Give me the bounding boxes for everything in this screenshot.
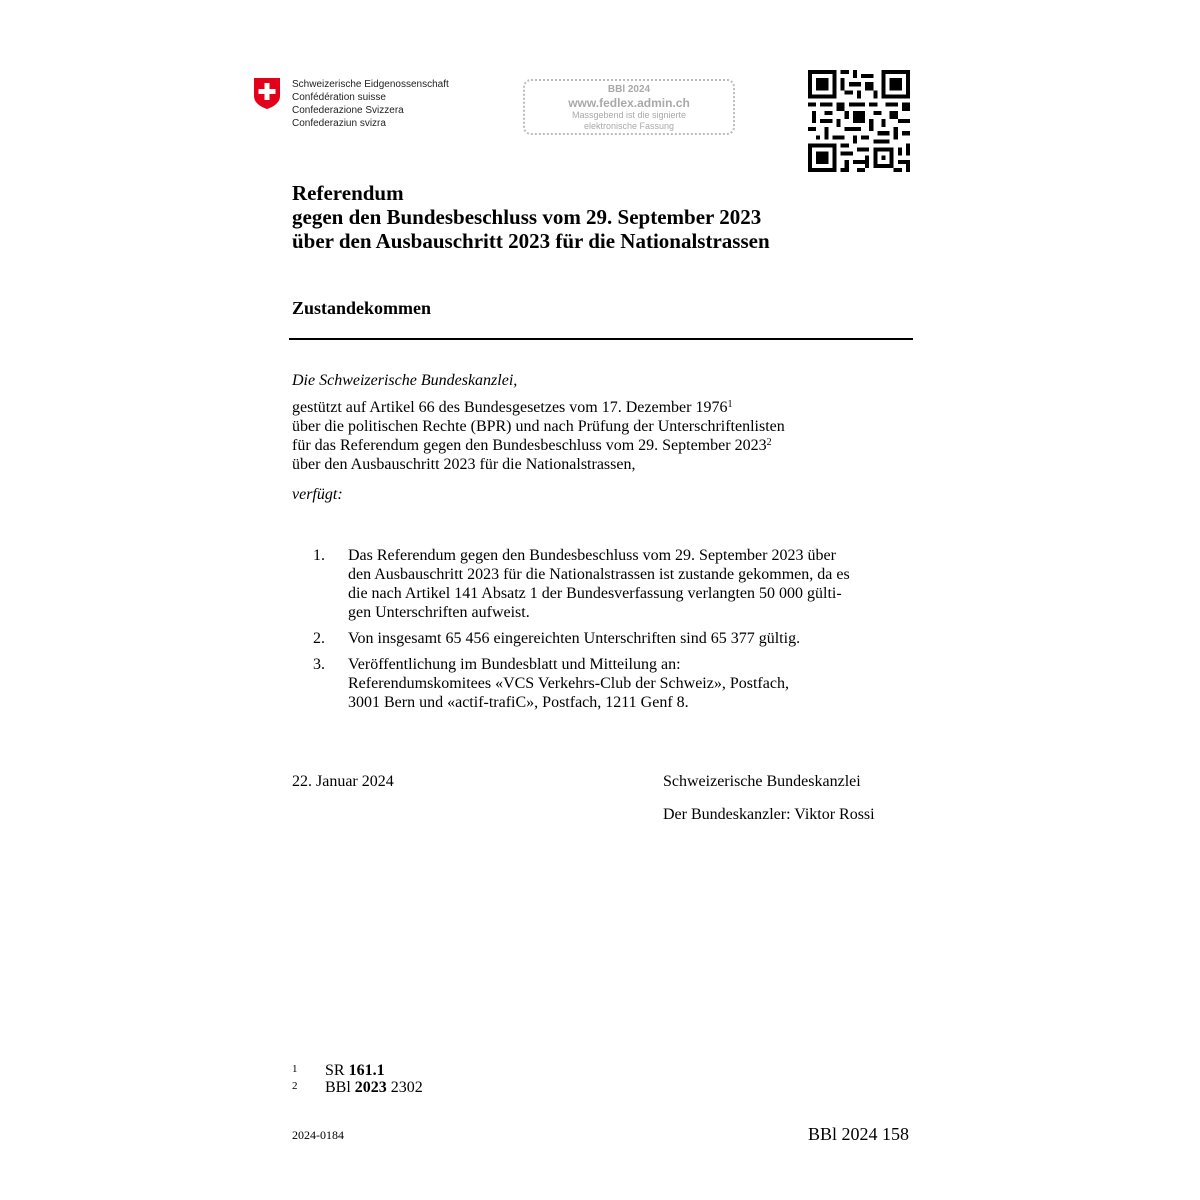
item-number: 1. <box>313 547 325 564</box>
item-text <box>348 629 912 648</box>
footnote-prefix: BBl <box>325 1079 355 1096</box>
footnote-bold: 161.1 <box>348 1062 385 1079</box>
footnote-number: 2 <box>292 1080 298 1092</box>
decision-list <box>292 546 912 719</box>
signature-signer: Der Bundeskanzler: Viktor Rossi <box>663 806 875 823</box>
item-text <box>348 655 912 712</box>
list-item <box>292 655 912 712</box>
stamp-url[interactable]: www.fedlex.admin.ch <box>568 96 690 110</box>
stamp-note-1: Massgebend ist die signierte <box>571 110 687 120</box>
basis-line-4: über den Ausbauschritt 2023 für die Nationalstrassen, <box>292 456 636 473</box>
item-number: 3. <box>313 656 325 673</box>
item-line: die nach Artikel 141 Absatz 1 der Bundesverfassung verlangten 50 000 gülti- <box>348 585 842 602</box>
basis-line-3: für das Referendum gegen den Bundesbeschluss vom 29. September 2023 <box>292 437 767 454</box>
footnote-bold: 2023 <box>354 1079 387 1096</box>
heading-divider <box>289 338 913 340</box>
publication-stamp <box>523 79 735 135</box>
footnote-number: 1 <box>292 1063 298 1075</box>
signature-authority: Schweizerische Bundeskanzlei <box>663 773 861 790</box>
stamp-note-2: elektronische Fassung <box>583 121 675 131</box>
swiss-flag-icon <box>252 76 282 110</box>
legal-basis <box>292 398 785 474</box>
item-line: Das Referendum gegen den Bundesbeschluss vom 29. September 2023 über <box>348 547 836 564</box>
item-line: Von insgesamt 65 456 eingereichten Unterschriften sind 65 377 gültig. <box>348 630 801 647</box>
footnote-ref-2[interactable]: 2 <box>766 437 772 448</box>
basis-line-2: über die politischen Rechte (BPR) und nach Prüfung der Unterschriftenlisten <box>292 418 785 435</box>
footnote-suffix: 2302 <box>386 1079 423 1096</box>
footnote-2 <box>292 1080 423 1096</box>
document-id: 2024-0184 <box>292 1128 344 1142</box>
stamp-issue: BBl 2024 <box>607 84 651 95</box>
decree-word: verfügt: <box>292 486 343 503</box>
item-line: Veröffentlichung im Bundesblatt und Mitteilung an: <box>348 656 681 673</box>
confederation-names <box>292 78 449 130</box>
title-line-2: gegen den Bundesbeschluss vom 29. September 2023 <box>292 205 762 229</box>
confed-line-de: Schweizerische Eidgenossenschaft <box>292 79 449 90</box>
basis-line-1: gestützt auf Artikel 66 des Bundesgesetzes vom 17. Dezember 1976 <box>292 399 728 416</box>
footnote-1 <box>292 1063 385 1079</box>
item-text <box>348 546 912 622</box>
list-item <box>292 546 912 622</box>
confed-line-it: Confederazione Svizzera <box>292 105 404 116</box>
footnote-prefix: SR <box>325 1062 349 1079</box>
title-line-3: über den Ausbauschritt 2023 für die Nationalstrassen <box>292 229 770 253</box>
item-line: Referendumskomitees «VCS Verkehrs-Club der Schweiz», Postfach, <box>348 675 789 692</box>
item-line: 3001 Bern und «actif-trafiC», Postfach, 1211 Genf 8. <box>348 694 689 711</box>
item-line: den Ausbauschritt 2023 für die Nationalstrassen ist zustande gekommen, da es <box>348 566 850 583</box>
item-line: gen Unterschriften aufweist. <box>348 604 530 621</box>
footnote-ref-1[interactable]: 1 <box>727 399 733 410</box>
page-reference: BBl 2024 158 <box>808 1124 910 1144</box>
section-heading: Zustandekommen <box>292 298 432 318</box>
issuing-authority: Die Schweizerische Bundeskanzlei, <box>292 372 518 389</box>
confed-line-fr: Confédération suisse <box>292 92 386 103</box>
document-title <box>292 181 770 253</box>
title-line-1: Referendum <box>292 181 404 205</box>
list-item <box>292 629 912 648</box>
qr-code-icon <box>808 70 910 172</box>
item-number: 2. <box>313 630 325 647</box>
signature-date: 22. Januar 2024 <box>292 773 394 790</box>
confed-line-rm: Confederaziun svizra <box>292 118 386 129</box>
